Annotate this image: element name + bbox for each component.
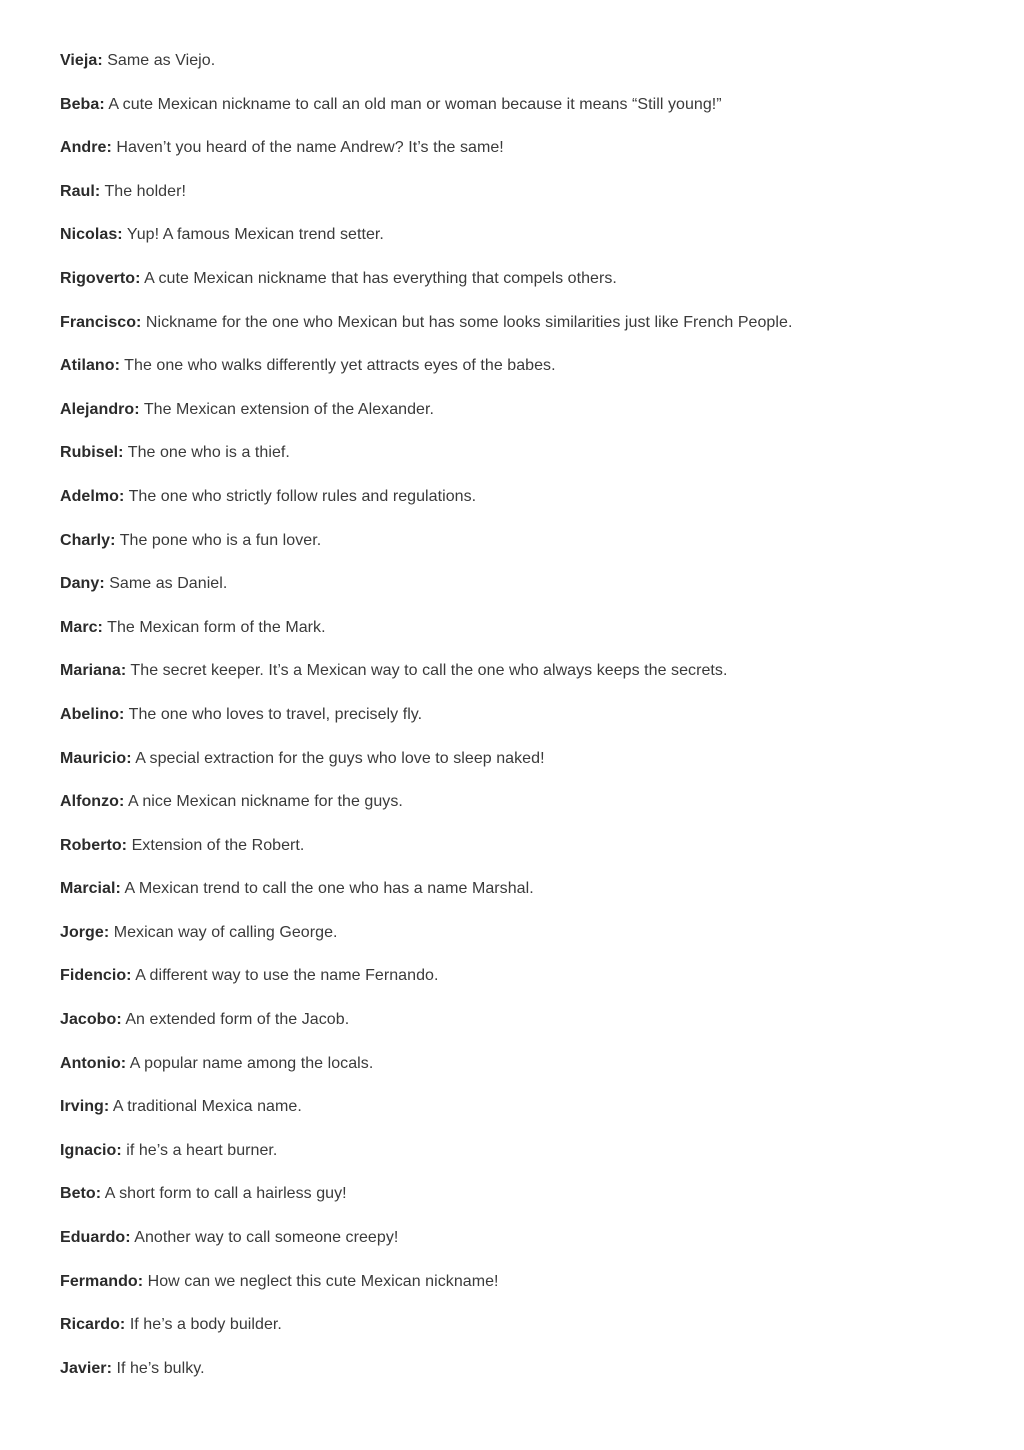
nickname-entry (60, 442, 1000, 486)
nickname-term: Fermando: (60, 1272, 144, 1290)
nickname-term: Beto: (60, 1185, 102, 1203)
nickname-term: Ignacio: (60, 1141, 122, 1159)
nickname-entry (60, 1358, 1000, 1402)
nickname-entry (60, 1271, 1000, 1315)
nickname-entry (60, 748, 1000, 792)
nickname-term: Beba: (60, 95, 105, 113)
nickname-term: Francisco: (60, 313, 142, 331)
nickname-term: Javier: (60, 1359, 112, 1377)
nickname-definition: Same as Viejo. (107, 52, 216, 69)
nickname-definition: The one who is a thief. (127, 444, 290, 462)
nickname-term: Abelino: (60, 705, 125, 723)
nickname-term: Jorge: (60, 923, 110, 941)
nickname-entry (60, 1314, 1000, 1358)
nickname-entry (60, 922, 1000, 966)
nickname-term: Marc: (60, 618, 103, 636)
nickname-entry (60, 1227, 1000, 1271)
nickname-definition: The Mexican extension of the Alexander. (143, 400, 434, 418)
nickname-definition: A cute Mexican nickname that has everything that compels others. (144, 269, 617, 287)
nickname-definition: An extended form of the Jacob. (125, 1011, 350, 1029)
nickname-term: Rigoverto: (60, 269, 141, 287)
nickname-definition: Same as Daniel. (109, 575, 228, 593)
nickname-definition: A short form to call a hairless guy! (104, 1185, 347, 1203)
nickname-entry (60, 486, 1000, 530)
nickname-term: Antonio: (60, 1054, 127, 1072)
nickname-definition: The holder! (104, 182, 186, 200)
nickname-definition: Nickname for the one who Mexican but has some looks similarities just like French People. (145, 313, 793, 331)
nickname-entry (60, 181, 1000, 225)
nickname-term: Vieja: (60, 52, 103, 69)
nickname-term: Irving: (60, 1098, 110, 1116)
document-page (60, 50, 1000, 1401)
nickname-term: Dany: (60, 575, 105, 593)
nickname-entry (60, 399, 1000, 443)
nickname-entry (60, 312, 1000, 356)
nickname-term: Jacobo: (60, 1011, 122, 1029)
nickname-term: Nicolas: (60, 226, 123, 244)
nickname-definition: The Mexican form of the Mark. (107, 618, 326, 636)
nickname-definition: The one who loves to travel, precisely fly. (128, 705, 423, 723)
nickname-term: Alejandro: (60, 400, 140, 418)
nickname-entry (60, 50, 1000, 94)
nickname-definition: A popular name among the locals. (129, 1054, 374, 1072)
nickname-entry (60, 1140, 1000, 1184)
nickname-definition: A traditional Mexica name. (112, 1098, 302, 1116)
nickname-definition: The pone who is a fun lover. (119, 531, 322, 549)
nickname-term: Ricardo: (60, 1316, 126, 1334)
nickname-entry (60, 791, 1000, 835)
nickname-entry (60, 617, 1000, 661)
nickname-term: Alfonzo: (60, 793, 125, 811)
nickname-definition: A cute Mexican nickname to call an old man or woman because it means “Still young!” (108, 95, 722, 113)
nickname-term: Raul: (60, 182, 101, 200)
nickname-term: Adelmo: (60, 487, 125, 505)
nickname-term: Mariana: (60, 662, 127, 680)
nickname-entry (60, 704, 1000, 748)
nickname-term: Mauricio: (60, 749, 132, 767)
nickname-definition: How can we neglect this cute Mexican nickname! (147, 1272, 499, 1290)
nickname-entry (60, 660, 1000, 704)
nickname-definition: The one who walks differently yet attracts eyes of the babes. (124, 357, 556, 375)
nickname-definition: if he’s a heart burner. (126, 1141, 278, 1159)
nickname-term: Andre: (60, 139, 112, 157)
nickname-definition: A different way to use the name Fernando. (135, 967, 439, 985)
nickname-term: Charly: (60, 531, 116, 549)
nickname-entry (60, 137, 1000, 181)
nickname-entry (60, 1096, 1000, 1140)
nickname-term: Eduardo: (60, 1229, 131, 1247)
nickname-term: Rubisel: (60, 444, 124, 462)
nickname-definition: A special extraction for the guys who love to sleep naked! (135, 749, 545, 767)
nickname-term: Marcial: (60, 880, 121, 898)
nickname-definition: If he’s bulky. (116, 1359, 205, 1377)
nickname-definition: Yup! A famous Mexican trend setter. (126, 226, 384, 244)
nickname-entry (60, 224, 1000, 268)
nickname-term: Atilano: (60, 357, 120, 375)
nickname-definition: Haven’t you heard of the name Andrew? It’s the same! (116, 139, 504, 157)
nickname-entry (60, 94, 1000, 138)
nickname-entry (60, 355, 1000, 399)
nickname-definition: Another way to call someone creepy! (134, 1229, 399, 1247)
nickname-entry (60, 835, 1000, 879)
nickname-entry (60, 268, 1000, 312)
nickname-entry (60, 965, 1000, 1009)
nickname-definition: Extension of the Robert. (131, 836, 305, 854)
nickname-entry (60, 1183, 1000, 1227)
nickname-definition: Mexican way of calling George. (113, 923, 338, 941)
nickname-entry (60, 530, 1000, 574)
nickname-definition: The one who strictly follow rules and regulations. (128, 487, 477, 505)
nickname-term: Fidencio: (60, 967, 132, 985)
nickname-entry (60, 878, 1000, 922)
nickname-term: Roberto: (60, 836, 128, 854)
nickname-definition: The secret keeper. It’s a Mexican way to call the one who always keeps the secrets. (130, 662, 728, 680)
nickname-entry (60, 1009, 1000, 1053)
nickname-definition: A Mexican trend to call the one who has a name Marshal. (124, 880, 534, 898)
nickname-definition: If he’s a body builder. (129, 1316, 282, 1334)
nickname-entry (60, 573, 1000, 617)
nickname-entry (60, 1053, 1000, 1097)
nickname-definition: A nice Mexican nickname for the guys. (128, 793, 403, 811)
